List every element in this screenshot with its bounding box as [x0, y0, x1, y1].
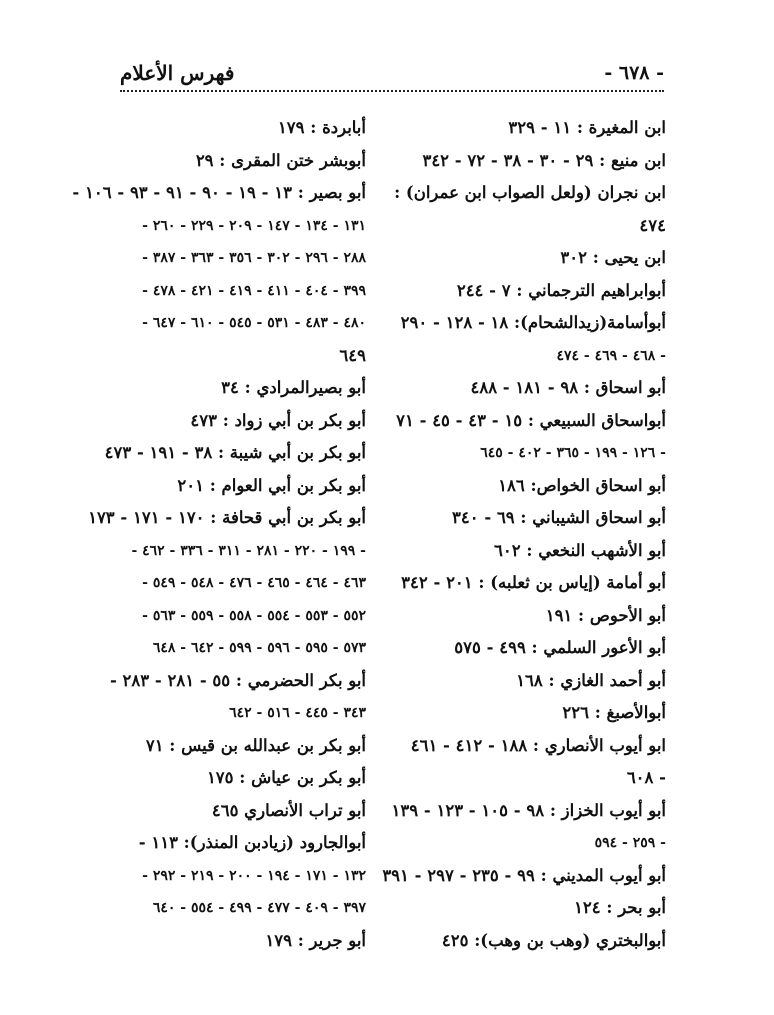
index-entry: أبو بكر بن عبدالله بن قيس : ٧١: [145, 735, 366, 755]
index-entry: ٣٩٩ - ٤٠٤ - ٤١١ - ٤١٩ - ٤٢١ - ٤٧٨ -: [142, 282, 366, 299]
index-entry: أبوبشر ختن المقرى : ٢٩: [195, 150, 366, 170]
index-entry: ابن نجران (ولعل الصواب ابن عمران) :: [394, 183, 666, 202]
index-entry: أبوالأصبغ : ٢٢٦: [562, 703, 666, 722]
index-entry: ١٣٢ - ١٧١ - ١٩٤ - ٢٠٠ - ٢١٩ - ٢٩٢ -: [142, 867, 366, 884]
index-entry: أبو اسحاق الخواص: ١٨٦: [498, 475, 666, 495]
index-entry: أبو بصير : ١٣ - ١٩ - ٩٠ - ٩١ - ٩٣ - ١٠٦ -: [72, 183, 366, 202]
index-entry: ابو أيوب الأنصاري : ١٨٨ - ٤١٢ - ٤٦١: [410, 735, 666, 755]
index-column-left: [60, 112, 366, 957]
index-entry: أبو بحر : ١٢٤: [574, 898, 666, 917]
index-entry: - ٤٦٨ - ٤٦٩ - ٤٧٤: [556, 347, 666, 364]
index-entry: أبواسحاق السبيعي : ١٥ - ٤٣ - ٤٥ - ٧١: [396, 410, 666, 430]
index-entry: أبو بكر بن عياش : ١٧٥: [206, 768, 366, 787]
index-entry: أبو بكر الحضرمي : ٥٥ - ٢٨١ - ٢٨٣ -: [109, 670, 366, 690]
index-entry: أبو أمامة (إياس بن ثعلبه) : ٢٠١ - ٣٤٢: [401, 573, 666, 592]
index-entry: ابن المغيرة : ١١ - ٣٢٩: [508, 118, 666, 137]
page-header: [120, 58, 664, 88]
index-entry: ٤٦٣ - ٤٦٤ - ٤٦٥ - ٤٧٦ - ٥٤٨ - ٥٤٩ -: [142, 575, 366, 591]
index-entry: ٤٨٠ - ٤٨٣ - ٥٣١ - ٥٤٥ - ٦١٠ - ٦٤٧ -: [142, 315, 366, 331]
index-entry: ابن يحيى : ٣٠٢: [560, 248, 666, 267]
index-entry: ٤٧٤: [639, 215, 666, 235]
index-entry: أبو أيوب المديني : ٩٩ - ٢٣٥ - ٢٩٧ - ٣٩١: [382, 865, 666, 885]
index-entry: أبو بكر بن أبي قحافة : ١٧٠ - ١٧١ - ١٧٣: [88, 508, 366, 527]
index-entry: ٣٤٣ - ٤٤٥ - ٥١٦ - ٦٤٢: [229, 705, 366, 721]
index-entry: أبوالبختري (وهب بن وهب): ٤٢٥: [441, 930, 666, 950]
index-entry: - ٦٠٨: [626, 768, 666, 787]
index-column-right: [366, 112, 666, 957]
index-entry: أبو الأعور السلمي : ٤٩٩ - ٥٧٥: [454, 638, 666, 657]
index-entry: أبو بكر بن أبي زواد : ٤٧٣: [190, 410, 366, 430]
index-entry: أبو بكر بن أبي العوام : ٢٠١: [177, 475, 366, 495]
index-entry: ٣٩٧ - ٤٠٩ - ٤٧٧ - ٤٩٩ - ٥٥٤ - ٦٤٠: [152, 900, 366, 916]
index-entry: أبابردة : ١٧٩: [277, 118, 366, 137]
index-entry: أبو أيوب الخزاز : ٩٨ - ١٠٥ - ١٢٣ - ١٣٩: [391, 800, 666, 820]
index-entry: أبوأسامة(زيدالشحام): ١٨ - ١٢٨ - ٢٩٠: [400, 313, 666, 332]
header-divider: [120, 90, 664, 92]
index-entry: ١٣١ - ١٣٤ - ١٤٧ - ٢٠٩ - ٢٢٩ - ٢٦٠ -: [142, 217, 366, 234]
index-entry: - ١٢٦ - ١٩٩ - ٣٦٥ - ٤٠٢ - ٦٤٥: [480, 445, 666, 461]
index-entry: أبوابراهيم الترجماني : ٧ - ٢٤٤: [456, 280, 666, 300]
page-number: - ٦٧٨ -: [604, 62, 664, 84]
index-entry: أبو بصيرالمرادي : ٣٤: [221, 378, 366, 397]
index-entry: أبو أحمد الغازي : ١٦٨: [516, 670, 666, 690]
page-title: فهرس الأعلام: [120, 61, 235, 85]
index-entry: أبوالجارود (زيادبن المنذر): ١١٣ -: [138, 833, 366, 852]
index-entry: أبو اسحاق الشيباني : ٦٩ - ٣٤٠: [452, 508, 666, 527]
index-entry: أبو اسحاق : ٩٨ - ١٨١ - ٤٨٨: [470, 378, 666, 397]
index-entry: ٥٧٣ - ٥٩٥ - ٥٩٦ - ٥٩٩ - ٦٤٢ - ٦٤٨: [152, 640, 366, 656]
index-entry: ابن منيع : ٢٩ - ٣٠ - ٣٨ - ٧٢ - ٣٤٢: [422, 150, 666, 170]
index-entry: أبو الأشهب النخعي : ٦٠٢: [494, 540, 666, 560]
index-entry: - ٢٥٩ - ٥٩٤: [594, 835, 666, 851]
index-entry: أبو بكر بن أبي شيبة : ٣٨ - ١٩١ - ٤٧٣: [104, 443, 366, 462]
index-entry: أبو جرير : ١٧٩: [265, 930, 366, 950]
index-entry: - ١٩٩ - ٢٢٠ - ٢٨١ - ٣١١ - ٣٣٦ - ٤٦٢ -: [131, 542, 366, 559]
index-entry: ٥٥٢ - ٥٥٣ - ٥٥٤ - ٥٥٨ - ٥٥٩ - ٥٦٣ -: [142, 607, 366, 624]
index-entry: ٦٤٩: [339, 345, 366, 365]
index-entry: أبو تراب الأنصاري ٤٦٥: [211, 800, 366, 820]
index-entry: ٢٨٨ - ٢٩٦ - ٣٠٢ - ٣٥٦ - ٣٦٣ - ٣٨٧ -: [142, 250, 366, 266]
index-entry: أبو الأحوص : ١٩١: [545, 605, 666, 625]
